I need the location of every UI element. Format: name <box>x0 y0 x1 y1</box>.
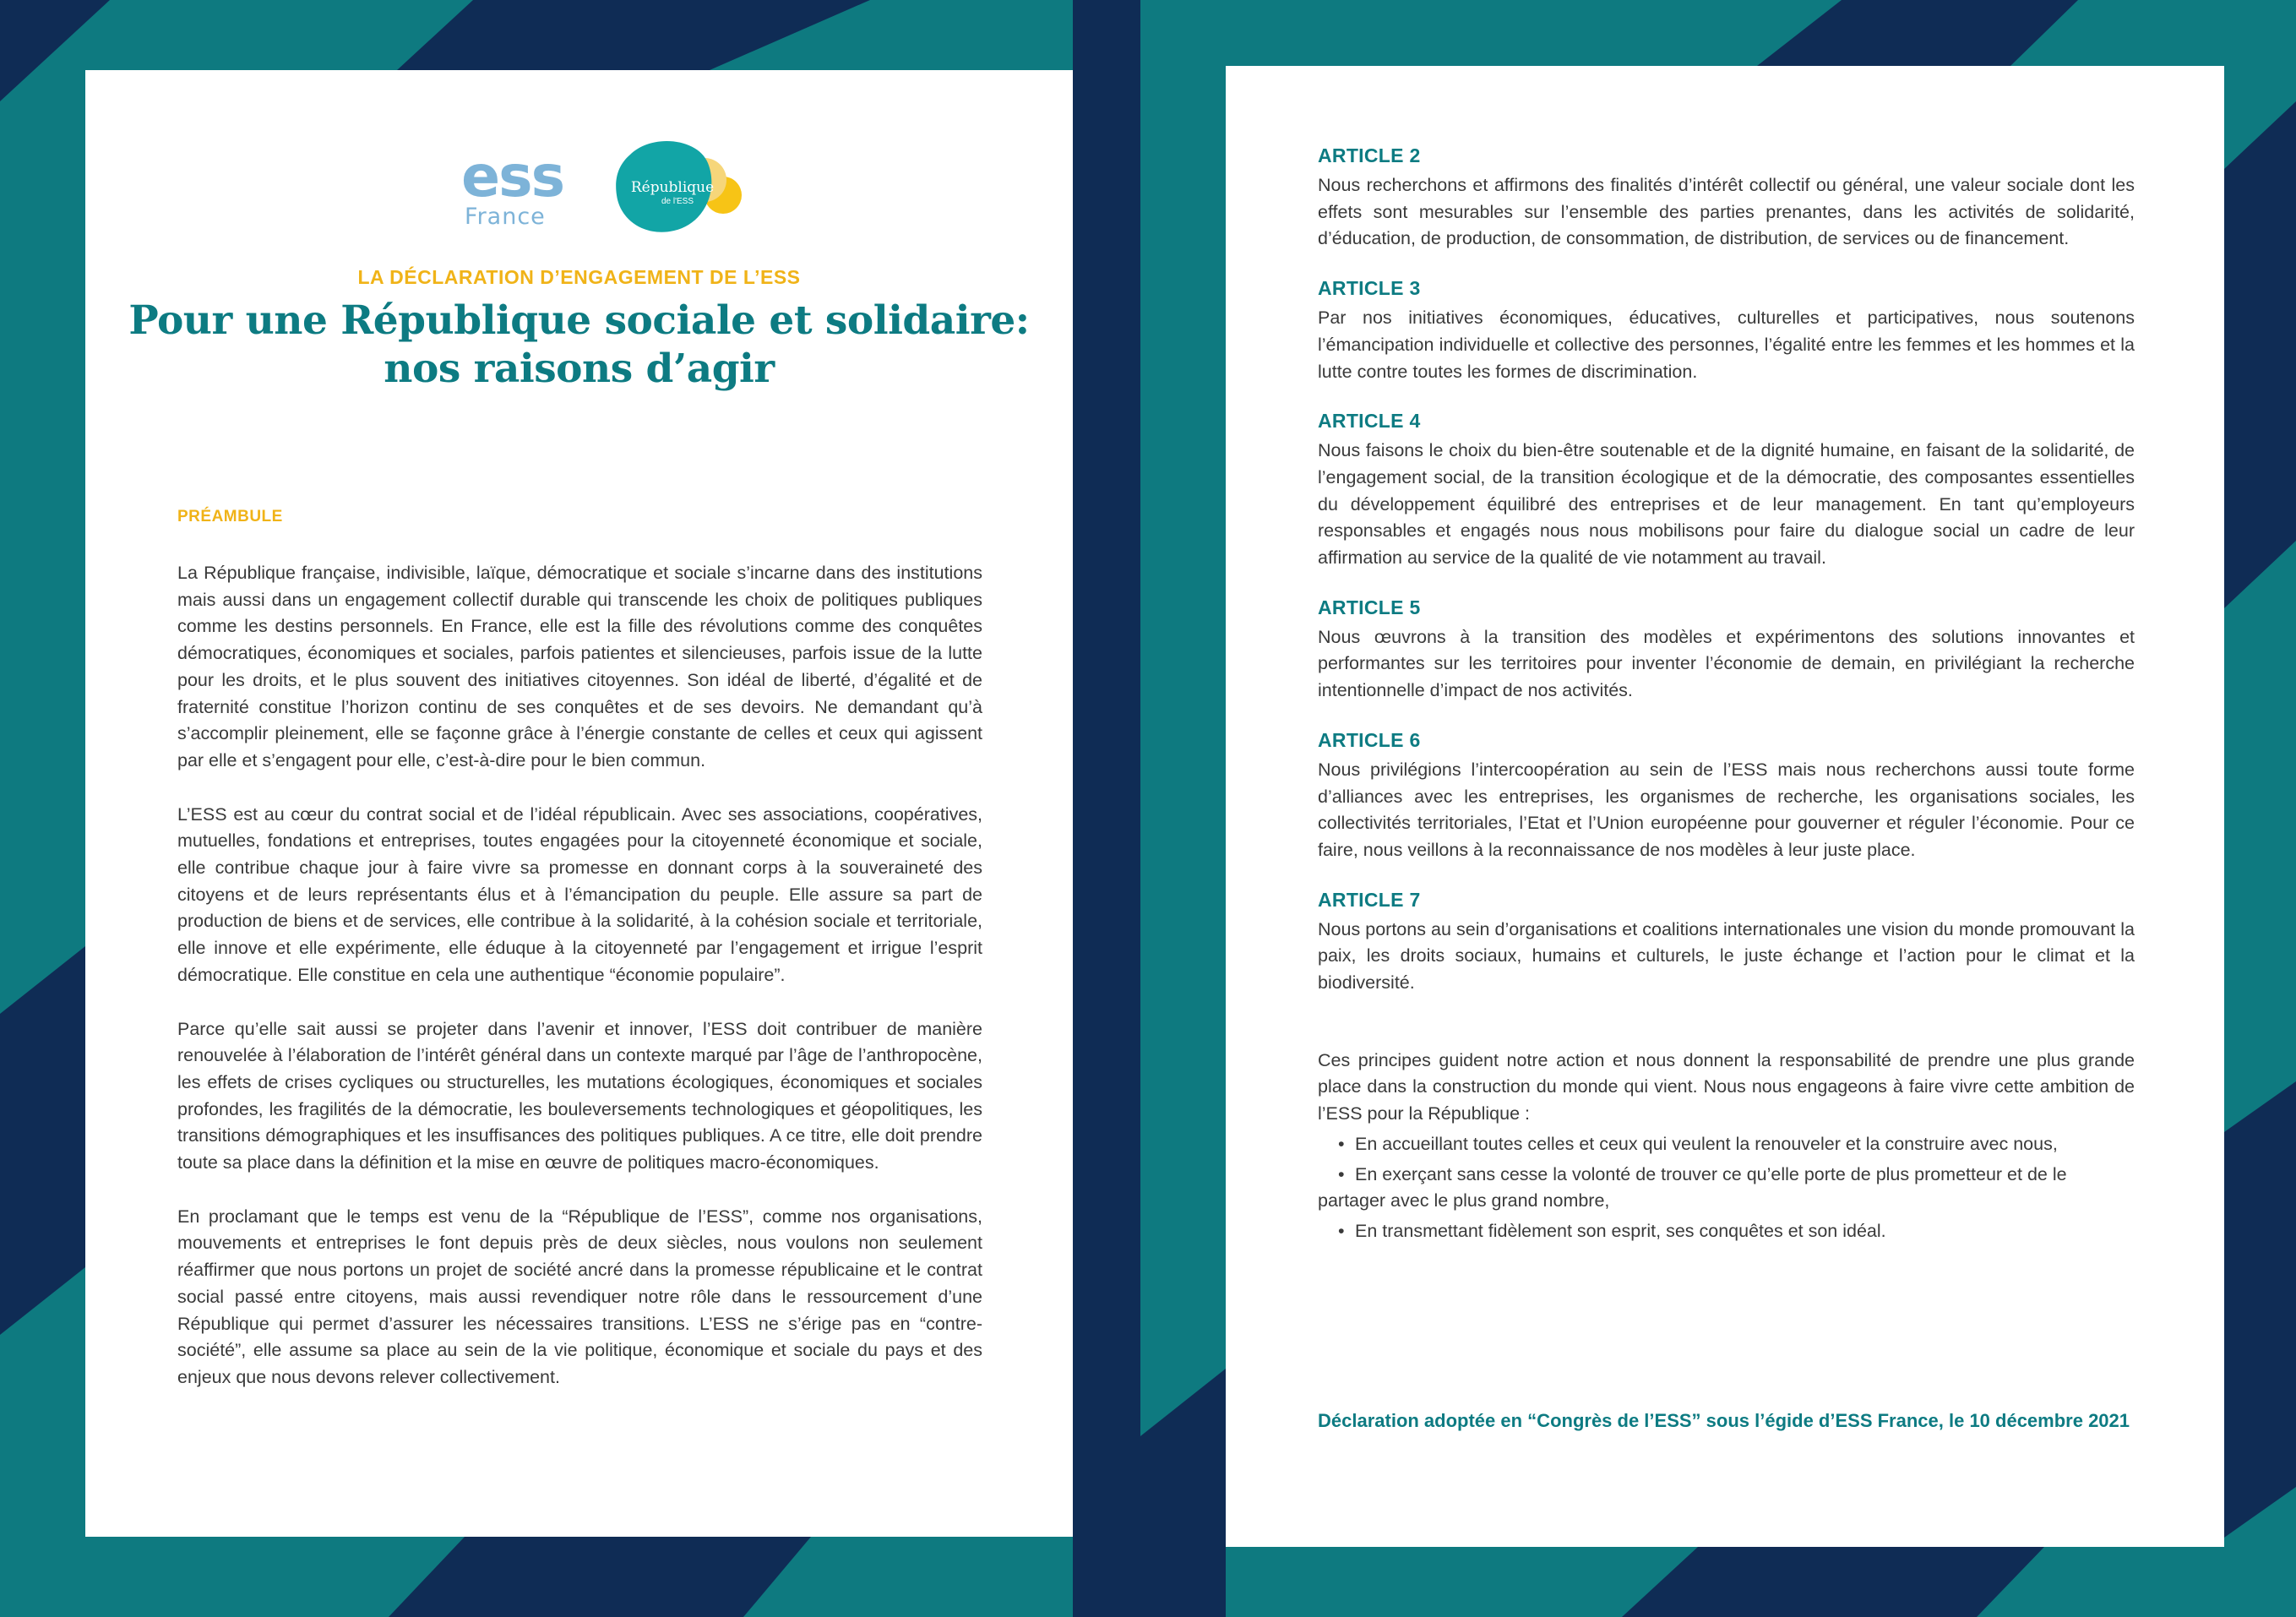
list-item-text: En exerçant sans cesse la volonté de trouver ce qu’elle porte de plus prometteur et de le partager avec le plus grand nombre, <box>1318 1163 2067 1211</box>
preamble-paragraph: La République française, indivisible, laïque, démocratique et sociale s’incarne dans des institutions mais aussi dans un engagement collectif durable qui transcende les choix de politiques publiques comme les destins personnels. En France, elle est la fille des révolutions comme des conquêtes démocratiques, économiques et sociales, parfois patientes et silencieuses, parfois issue de la lutte pour les droits, et le plus souvent des initiatives citoyennes. Son idéal de liberté, d’égalité et de fraternité constitue l’horizon continu de ses conquêtes et de ses devoirs. Ne demandant qu’à s’accomplir pleinement, elle se façonne grâce à l’énergie constante de celles et ceux qui agissent par elle et s’engagent pour elle, c’est-à-dire pour le bien commun. <box>177 563 982 770</box>
bullet-icon: • <box>1338 1220 1345 1241</box>
article-heading: ARTICLE 2 <box>1318 144 1421 166</box>
list-item <box>1318 1218 2135 1245</box>
articles-body <box>1318 144 2135 1245</box>
article-heading: ARTICLE 5 <box>1318 596 1421 618</box>
article-heading: ARTICLE 7 <box>1318 888 1421 911</box>
title-line-2: nos raisons d’agir <box>384 346 775 392</box>
preamble-paragraph: L’ESS est au cœur du contrat social et de l’idéal républicain. Avec ses associations, coopératives, mutuelles, fondations et entreprises, toutes engagées pour la citoyenneté économique et sociale, elle contribue chaque jour à faire vivre sa promesse en donnant corps à la souveraineté des citoyens et de leurs représentants élus et à l’émancipation du peuple. Elle assure sa part de production de biens et de services, elle contribue à la solidarité, à la cohésion sociale et territoriale, elle innove et elle expérimente, elle éduque à la citoyenneté par l’engagement et irrigue l’esprit démocratique. Elle constitue en cela une authentique “économie populaire”. <box>177 803 982 985</box>
declaration-kicker: LA DÉCLARATION D’ENGAGEMENT DE L’ESS <box>357 266 801 288</box>
article-6 <box>1318 729 2135 864</box>
article-text: Nous faisons le choix du bien-être soutenable et de la dignité humaine, en faisant de la solidarité, de l’engagement social, de la transition écologique et de la démocratie, des composantes essentielles du développement équilibré des entreprises et de leur management. En tant qu’employeurs responsables et engagés nous nous mobilisons pour faire du dialogue social un cadre de leur affirmation au service de la qualité de vie notamment au travail. <box>1318 440 2135 569</box>
list-item <box>1318 1162 2135 1215</box>
preamble-body <box>177 560 982 1418</box>
article-text: Par nos initiatives économiques, éducatives, culturelles et participatives, nous soutenons l’émancipation individuelle et collective des personnes, l’égalité entre les femmes et les hommes et la lutte contre toutes les formes de discrimination. <box>1318 308 2135 382</box>
article-text: Nous recherchons et affirmons des finalités d’intérêt collectif ou général, une valeur sociale dont les effets sont mesurables sur l’ensemble des parties prenantes, dans les activités de solidarité, d’éducation, de production, de consommation, de distribution, de services ou de financement. <box>1318 175 2135 249</box>
right-page <box>1226 66 2224 1547</box>
republique-logo-sub: de l'ESS <box>661 197 694 206</box>
list-item-text: En accueillant toutes celles et ceux qui veulent la renouveler et la construire avec nous, <box>1355 1133 2058 1154</box>
article-heading: ARTICLE 3 <box>1318 277 1421 300</box>
closing-intro: Ces principes guident notre action et nous donnent la responsabilité de prendre une plus grande place dans la construction du monde qui vient. Nous nous engageons à faire vivre cette ambition de l’ESS pour la République : <box>1318 1049 2135 1124</box>
article-3 <box>1318 277 2135 385</box>
preamble-label: PRÉAMBULE <box>177 508 283 525</box>
article-text: Nous œuvrons à la transition des modèles et expérimentons des solutions innovantes et performantes sur les territoires pour inventer l’économie de demain, en privilégiant la recherche intentionnelle d’impact de nos activités. <box>1318 626 2135 701</box>
list-item <box>1318 1131 2135 1158</box>
article-text: Nous privilégions l’intercoopération au sein de l’ESS mais nous recherchons aussi toute forme d’alliances avec les entreprises, les organismes de recherche, les organisations sociales, les collectivités territoriales, l’Etat et l’Union européenne pour gouverner et réguler l’économie. Pour ce faire, nous veillons à la reconnaissance de nos modèles à leur juste place. <box>1318 759 2135 860</box>
adoption-signature: Déclaration adoptée en “Congrès de l’ESS” sous l’égide d’ESS France, le 10 décembre 2021 <box>1318 1410 2130 1431</box>
left-page <box>85 70 1073 1537</box>
article-heading: ARTICLE 4 <box>1318 410 1421 433</box>
republique-logo-main: République <box>630 179 715 196</box>
preamble-paragraph: Parce qu’elle sait aussi se projeter dans l’avenir et innover, l’ESS doit contribuer de manière renouvelée à l’élaboration de l’intérêt général dans un contexte marqué par l’âge de l’anthropocène, les effets de crises cycliques ou structurelles, les mutations écologiques, économiques et sociales profondes, les fragilités de la démocratie, les bouleversements technologiques et géopolitiques, les transitions démographiques et les insuffisances des politiques publiques. A ce titre, elle doit prendre toute sa place dans la définition et la mise en œuvre de politiques macro-économiques. <box>177 1018 982 1173</box>
article-text: Nous portons au sein d’organisations et coalitions internationales une vision du monde promouvant la paix, les droits sociaux, humains et culturels, le juste échange et l’action pour le climat et la biodiversité. <box>1318 918 2135 994</box>
bullet-icon: • <box>1338 1133 1345 1154</box>
list-item-text: En transmettant fidèlement son esprit, ses conquêtes et son idéal. <box>1355 1220 1886 1241</box>
republique-ess-logo <box>605 112 748 248</box>
article-2 <box>1318 144 2135 253</box>
article-4 <box>1318 410 2135 572</box>
ess-logo-word: ess <box>461 144 564 210</box>
title-line-1: Pour une République sociale et solidaire: <box>128 297 1030 344</box>
closing-section <box>1318 1048 2135 1245</box>
preamble-paragraph: En proclamant que le temps est venu de la “République de l’ESS”, comme nos organisations, mouvements et entreprises le font depuis près de deux siècles, nous voulons non seulement réaffirmer que nous portons un projet de société ancré dans la promesse républicaine et le contrat social passé entre citoyens, mais aussi revendiquer notre rôle dans le ressourcement d’une République qui permet d’assurer les nécessaires transitions. L’ESS ne s’érige pas en “contre-société”, elle assume sa place au sein de la vie politique, économique et sociale du pays et des enjeux que nous devons relever collectivement. <box>177 1206 982 1387</box>
ess-logo-sub: France <box>465 204 546 230</box>
article-heading: ARTICLE 6 <box>1318 728 1421 751</box>
commitment-list <box>1318 1131 2135 1245</box>
bullet-icon: • <box>1338 1163 1345 1184</box>
article-7 <box>1318 889 2135 997</box>
page-title <box>85 297 1073 393</box>
article-5 <box>1318 596 2135 705</box>
